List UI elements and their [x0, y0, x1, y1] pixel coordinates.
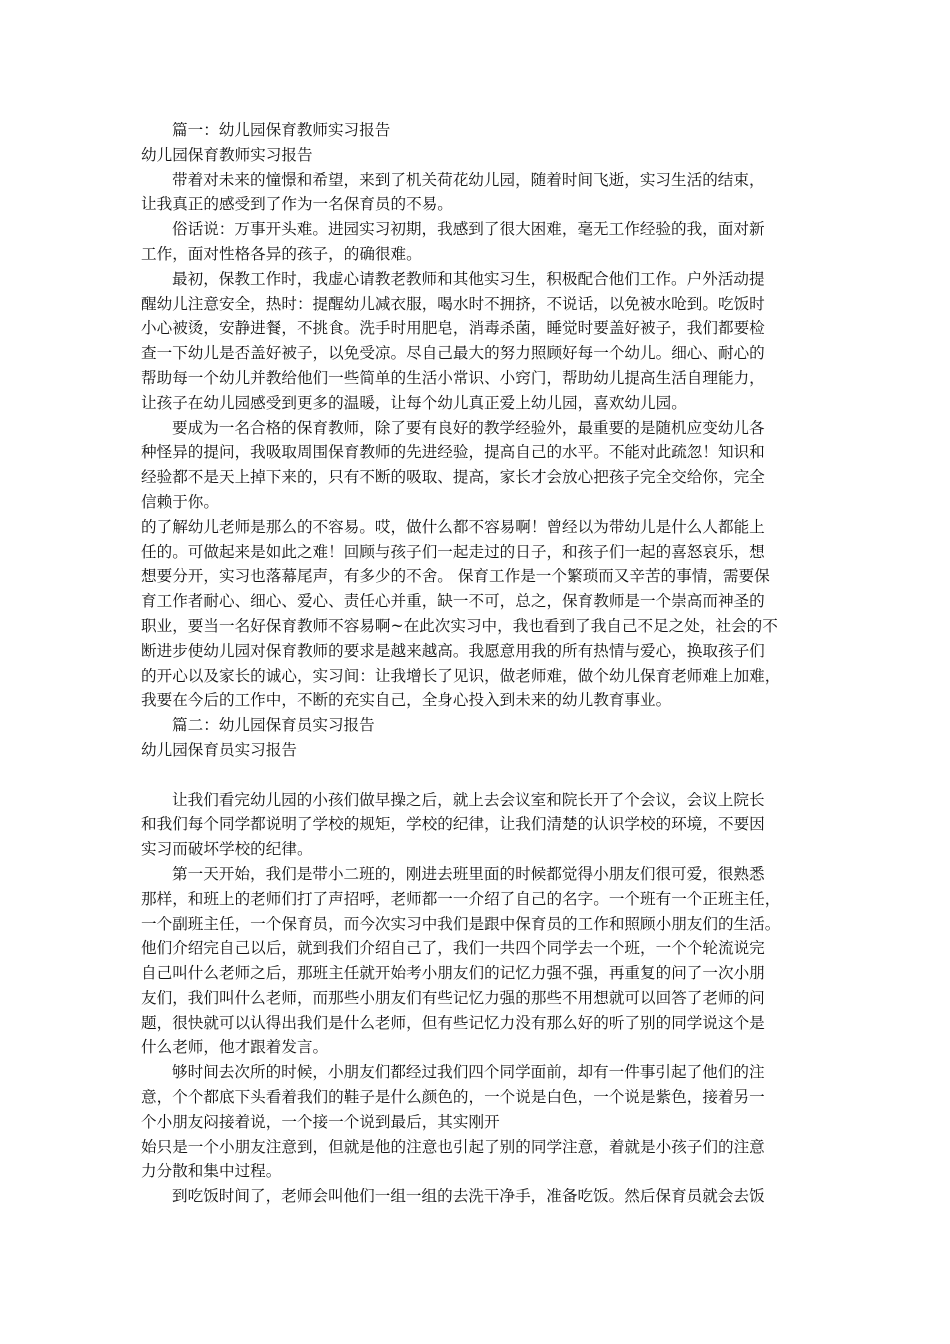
text-line: 帮助每一个幼儿并教给他们一些简单的生活小常识、小窍门，帮助幼儿提高生活自理能力， — [141, 368, 765, 387]
text-line: 始只是一个小朋友注意到，但就是他的注意也引起了别的同学注意，着就是小孩子们的注意 — [141, 1137, 765, 1156]
text-line: 我要在今后的工作中，不断的充实自己，全身心投入到未来的幼儿教育事业。 — [141, 691, 672, 710]
text-line: 力分散和集中过程。 — [141, 1162, 282, 1181]
text-line: 一个副班主任，一个保育员，而今次实习中我们是跟中保育员的工作和照顾小朋友们的生活。 — [141, 914, 781, 933]
text-line: 种怪异的提问，我吸取周围保育教师的先进经验，提高自己的水平。不能对此疏忽！知识和 — [141, 443, 765, 462]
text-line: 的开心以及家长的诚心，实习间：让我增长了见识，做老师难，做个幼儿保育老师难上加难， — [141, 666, 781, 685]
text-line: 职业，要当一名好保育教师不容易啊~在此次实习中，我也看到了我自己不足之处，社会的不 — [141, 616, 778, 635]
text-line: 个小朋友闷接着说，一个接一个说到最后，其实刚开 — [141, 1112, 500, 1131]
text-line: 友们，我们叫什么老师，而那些小朋友们有些记忆力强的那些不用想就可以回答了老师的问 — [141, 988, 765, 1007]
blank-line — [141, 763, 831, 788]
text-line: 查一下幼儿是否盖好被子，以免受凉。尽自己最大的努力照顾好每一个幼儿。细心、耐心的 — [141, 344, 765, 363]
text-line: 篇二：幼儿园保育员实习报告 — [172, 716, 375, 735]
text-line: 信赖于你。 — [141, 492, 219, 511]
text-line: 那样，和班上的老师们打了声招呼，老师都一一介绍了自己的名字。一个班有一个正班主任， — [141, 889, 781, 908]
text-line: 和我们每个同学都说明了学校的规矩，学校的纪律，让我们清楚的认识学校的环境，不要因 — [141, 815, 765, 834]
text-line: 醒幼儿注意安全，热时：提醒幼儿减衣服，喝水时不拥挤，不说话，以免被水呛到。吃饭时 — [141, 294, 765, 313]
text-line: 带着对未来的憧憬和希望，来到了机关荷花幼儿园，随着时间飞逝，实习生活的结束， — [172, 170, 765, 189]
text-line: 俗话说：万事开头难。进园实习初期，我感到了很大困难，毫无工作经验的我，面对新 — [172, 220, 765, 239]
text-line: 篇一：幼儿园保育教师实习报告 — [172, 121, 391, 139]
text-line: 小心被烫，安静进餐，不挑食。洗手时用肥皂，消毒杀菌，睡觉时要盖好被子，我们都要检 — [141, 319, 765, 338]
text-line: 幼儿园保育员实习报告 — [141, 740, 297, 759]
text-line: 题，很快就可以认得出我们是什么老师，但有些记忆力没有那么好的听了别的同学说这个是 — [141, 1013, 765, 1032]
text-line: 实习而破坏学校的纪律。 — [141, 840, 313, 859]
text-line: 想要分开，实习也落幕尾声，有多少的不舍。 保育工作是一个繁琐而又辛苦的事情，需要保 — [141, 567, 770, 586]
text-line: 要成为一名合格的保育教师，除了要有良好的教学经验外，最重要的是随机应变幼儿各 — [172, 418, 765, 437]
text-line: 让我真正的感受到了作为一名保育员的不易。 — [141, 195, 453, 214]
text-line: 他们介绍完自己以后，就到我们介绍自己了，我们一共四个同学去一个班，一个个轮流说完 — [141, 939, 765, 958]
text-line: 经验都不是天上掉下来的，只有不断的吸取、提高，家长才会放心把孩子完全交给你，完全 — [141, 468, 765, 487]
text-line: 到吃饭时间了，老师会叫他们一组一组的去洗干净手，准备吃饭。然后保育员就会去饭 — [172, 1187, 765, 1206]
text-line: 工作，面对性格各异的孩子，的确很难。 — [141, 244, 422, 263]
text-line: 任的。可做起来是如此之难！回顾与孩子们一起走过的日子，和孩子们一起的喜怒哀乐，想 — [141, 542, 765, 561]
text-line: 够时间去次所的时候，小朋友们都经过我们四个同学面前，却有一件事引起了他们的注 — [172, 1063, 765, 1082]
text-line: 第一天开始，我们是带小二班的，刚进去班里面的时候都觉得小朋友们很可爱，很熟悉 — [172, 864, 765, 883]
text-line: 让孩子在幼儿园感受到更多的温暖，让每个幼儿真正爱上幼儿园，喜欢幼儿园。 — [141, 393, 687, 412]
text-line: 什么老师，他才跟着发言。 — [141, 1038, 329, 1057]
text-line: 的了解幼儿老师是那么的不容易。哎，做什么都不容易啊！曾经以为带幼儿是什么人都能上 — [141, 517, 765, 536]
text-line: 育工作者耐心、细心、爱心、责任心并重，缺一不可，总之，保育教师是一个崇高而神圣的 — [141, 592, 765, 611]
document-body — [141, 118, 831, 1209]
text-line: 自己叫什么老师之后，那班主任就开始考小朋友们的记忆力强不强，再重复的问了一次小朋 — [141, 964, 765, 983]
text-line: 幼儿园保育教师实习报告 — [141, 145, 313, 164]
text-line: 最初，保教工作时，我虚心请教老教师和其他实习生，积极配合他们工作。户外活动提 — [172, 269, 765, 288]
text-line: 断进步使幼儿园对保育教师的要求是越来越高。我愿意用我的所有热情与爱心，换取孩子们 — [141, 641, 765, 660]
text-line: 意，个个都底下头看着我们的鞋子是什么颜色的，一个说是白色，一个说是紫色，接着另一 — [141, 1088, 765, 1107]
text-line: 让我们看完幼儿园的小孩们做早操之后，就上去会议室和院长开了个会议，会议上院长 — [172, 790, 765, 809]
